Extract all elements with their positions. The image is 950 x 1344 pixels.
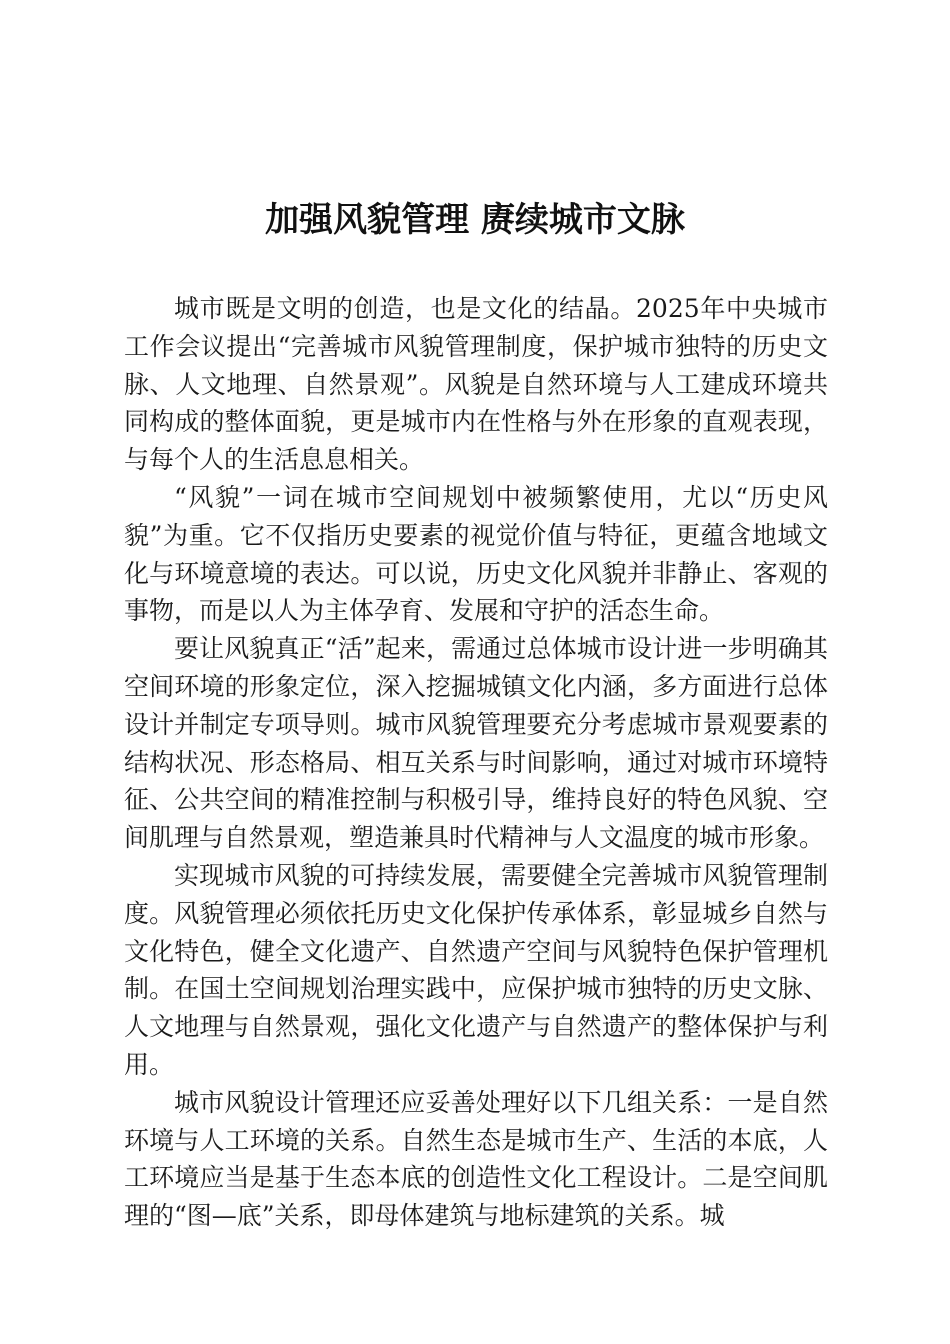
paragraph: “风貌”一词在城市空间规划中被频繁使用，尤以“历史风貌”为重。它不仅指历史要素的视觉价值与特征，更蕴含地域文化与环境意境的表达。可以说，历史文化风貌并非静止、客观的事物，而是以人为主体孕育、发展和守护的活态生命。 [124, 482, 828, 626]
paragraph: 城市既是文明的创造，也是文化的结晶。2025年中央城市工作会议提出“完善城市风貌管理制度，保护城市独特的历史文脉、人文地理、自然景观”。风貌是自然环境与人工建成环境共同构成的整体面貌，更是城市内在性格与外在形象的直观表现，与每个人的生活息息相关。 [124, 294, 828, 475]
paragraph: 实现城市风貌的可持续发展，需要健全完善城市风貌管理制度。风貌管理必须依托历史文化保护传承体系，彰显城乡自然与文化特色，健全文化遗产、自然遗产空间与风貌特色保护管理机制。在国土空间规划治理实践中，应保护城市独特的历史文脉、人文地理与自然景观，强化文化遗产与自然遗产的整体保护与利用。 [124, 860, 828, 1079]
paragraph: 要让风貌真正“活”起来，需通过总体城市设计进一步明确其空间环境的形象定位，深入挖掘城镇文化内涵，多方面进行总体设计并制定专项导则。城市风貌管理要充分考虑城市景观要素的结构状况、形态格局、相互关系与时间影响，通过对城市环境特征、公共空间的精准控制与积极引导，维持良好的特色风貌、空间肌理与自然景观，塑造兼具时代精神与人文温度的城市形象。 [124, 634, 828, 853]
article-body [124, 290, 828, 1235]
paragraph: 城市风貌设计管理还应妥善处理好以下几组关系：一是自然环境与人工环境的关系。自然生态是城市生产、生活的本底，人工环境应当是基于生态本底的创造性文化工程设计。二是空间肌理的“图—底”关系，即母体建筑与地标建筑的关系。城 [124, 1087, 828, 1231]
document-title: 加强风貌管理 赓续城市文脉 [265, 200, 685, 240]
